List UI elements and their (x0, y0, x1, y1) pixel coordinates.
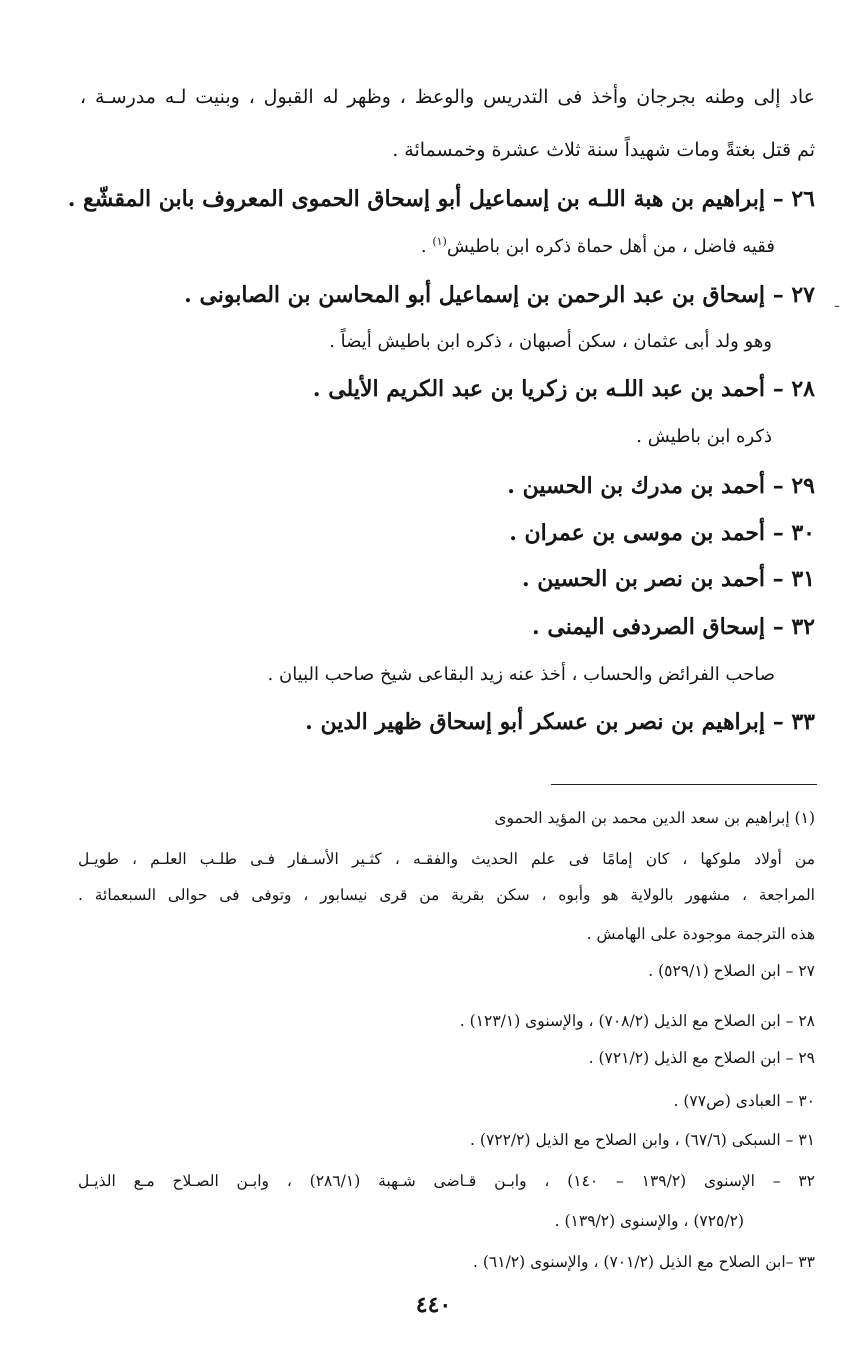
ref-31: ٣١ – السبكى (٦٧/٦) ، وابن الصلاح مع الذيل (٧٢٢/٢) . (470, 1131, 815, 1149)
footnote-separator (551, 784, 817, 785)
entry-26-text: فقيه فاضل ، من أهل حماة ذكره ابن باطيش$^{(١)}$ . (420, 235, 775, 257)
footnote-1-line-1: من أولاد ملوكها ، كان إمامًا فى علم الحديث والفقـه ، كثـير الأسـفار فـى طلـب العلـم ، طويـل (78, 850, 815, 868)
ref-30: ٣٠ – العبادى (ص٧٧) . (673, 1092, 815, 1110)
footnote-ref-1[interactable]: (١) (432, 235, 447, 248)
entry-27-text: وهو ولد أبى عثمان ، سكن أصبهان ، ذكره ابن باطيش أيضاً . (329, 331, 772, 352)
footnote-1-line-3: هذه الترجمة موجودة على الهامش . (586, 925, 815, 943)
entry-29-heading: ٢٩ – أحمد بن مدرك بن الحسين . (507, 473, 815, 499)
ref-32-line-2: (٧٢٥/٢) ، والإسنوى (١٣٩/٢) . (554, 1212, 744, 1230)
entry-32-heading: ٣٢ – إسحاق الصردفى اليمنى . (532, 614, 815, 640)
entry-31-heading: ٣١ – أحمد بن نصر بن الحسين . (521, 566, 815, 592)
ref-27: ٢٧ – ابن الصلاح (٥٢٩/١) . (648, 962, 815, 980)
page-number: ٤٤٠ (415, 1292, 452, 1318)
footnote-1-title: (١) إبراهيم بن سعد الدين محمد بن المؤيد الحموى (494, 809, 815, 827)
entry-28-text: ذكره ابن باطيش . (636, 426, 772, 447)
intro-line-1: عاد إلى وطنه بجرجان وأخذ فى التدريس والوعظ ، وظهر له القبول ، وبنيت لـه مدرسـة ، (80, 86, 815, 108)
entry-33-heading: ٣٣ – إبراهيم بن نصر بن عسكر أبو إسحاق ظهير الدين . (305, 709, 815, 735)
entry-28-heading: ٢٨ – أحمد بن عبد اللـه بن زكريا بن عبد الكريم الأيلى . (312, 376, 815, 402)
ref-28: ٢٨ – ابن الصلاح مع الذيل (٧٠٨/٢) ، والإسنوى (١٢٣/١) . (459, 1012, 815, 1030)
entry-30-heading: ٣٠ – أحمد بن موسى بن عمران . (509, 520, 815, 546)
footnote-1-line-2: المراجعة ، مشهور بالولاية هو وأبوه ، سكن بقرية من قرى نيسابور ، وتوفى فى حوالى السبعمائة . (78, 886, 815, 904)
ref-29: ٢٩ – ابن الصلاح مع الذيل (٧٢١/٢) . (588, 1049, 815, 1067)
entry-32-text: صاحب الفرائض والحساب ، أخذ عنه زيد البقاعى شيخ صاحب البيان . (267, 664, 775, 685)
entry-27-heading: ٢٧ – إسحاق بن عبد الرحمن بن إسماعيل أبو المحاسن بن الصابونى . (184, 282, 815, 308)
ref-32-line-1: ٣٢ – الإسنوى (١٣٩/٢ – ١٤٠) ، وابـن قـاضى شـهبة (٢٨٦/١) ، وابـن الصـلاح مـع الذيـل (78, 1172, 816, 1190)
entry-26-heading: ٢٦ – إبراهيم بن هبة اللـه بن إسماعيل أبو إسحاق الحموى المعروف بابن المقشّع . (67, 186, 815, 212)
margin-mark: ـ (834, 295, 839, 311)
intro-line-2: ثم قتل بغتةً ومات شهيداً سنة ثلاث عشرة وخمسمائة . (392, 139, 815, 161)
ref-33: ٣٣ –ابن الصلاح مع الذيل (٧٠١/٢) ، والإسنوى (٦١/٢) . (473, 1253, 815, 1271)
